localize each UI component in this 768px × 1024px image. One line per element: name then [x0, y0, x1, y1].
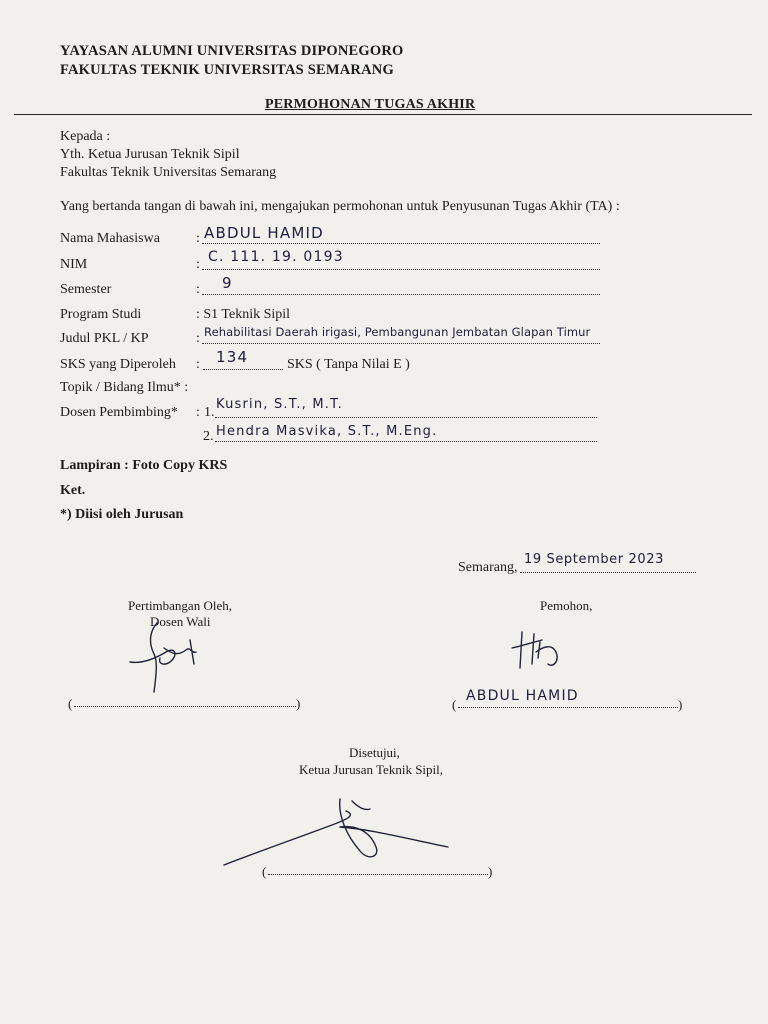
- date-prefix: Semarang,: [458, 560, 518, 575]
- addressee-line2: Yth. Ketua Jurusan Teknik Sipil: [60, 147, 240, 162]
- label-dosen: Dosen Pembimbing*: [60, 405, 178, 420]
- form-title: PERMOHONAN TUGAS AKHIR: [265, 97, 476, 112]
- right-paren-open: (: [452, 697, 457, 712]
- colon: :: [196, 231, 200, 246]
- label-judul: Judul PKL / KP: [60, 331, 149, 346]
- pemohon-name: ABDUL HAMID: [466, 688, 579, 704]
- label-semester: Semester: [60, 282, 112, 297]
- value-nama: ABDUL HAMID: [204, 224, 324, 242]
- colon: :: [196, 257, 200, 272]
- value-dosen-2: Hendra Masvika, S.T., M.Eng.: [216, 424, 438, 439]
- intro-text: Yang bertanda tangan di bawah ini, mengajukan permohonan untuk Penyusunan Tugas Akhir (TA) :: [60, 199, 620, 214]
- fill-line-semester: [202, 294, 600, 295]
- date-value: 19 September 2023: [524, 552, 664, 567]
- right-paren-close: ): [678, 697, 683, 712]
- left-sign-role: Dosen Wali: [150, 614, 211, 629]
- bottom-sign-title: Disetujui,: [349, 745, 400, 760]
- fill-line-bottom-sign: [268, 874, 488, 875]
- dosen-num-2: 2.: [203, 429, 214, 444]
- kajur-signature: [220, 795, 460, 870]
- institution-name: YAYASAN ALUMNI UNIVERSITAS DIPONEGORO: [60, 43, 404, 59]
- fill-line-left-sign: [74, 706, 296, 707]
- fill-line-right-sign: [458, 707, 678, 708]
- left-sign-title: Pertimbangan Oleh,: [128, 598, 232, 613]
- fill-line-nim: [202, 269, 600, 270]
- fill-line-nama: [202, 243, 600, 244]
- right-sign-title: Pemohon,: [540, 598, 593, 613]
- left-paren-close: ): [296, 696, 301, 711]
- label-nim: NIM: [60, 257, 88, 272]
- header-rule: [14, 114, 752, 115]
- faculty-name: FAKULTAS TEKNIK UNIVERSITAS SEMARANG: [60, 62, 394, 78]
- label-program: Program Studi: [60, 307, 142, 322]
- colon: :: [196, 357, 200, 372]
- fill-line-dosen-1: [215, 417, 597, 418]
- attachment-note: Lampiran : Foto Copy KRS: [60, 458, 228, 473]
- left-paren-open: (: [68, 696, 73, 711]
- value-semester: 9: [222, 274, 233, 292]
- value-sks: 134: [216, 348, 249, 366]
- bottom-sign-role: Ketua Jurusan Teknik Sipil,: [299, 762, 444, 777]
- footnote: *) Diisi oleh Jurusan: [60, 507, 184, 522]
- label-sks: SKS yang Diperoleh: [60, 357, 176, 372]
- dosen-wali-signature: [120, 618, 210, 698]
- ket-label: Ket.: [60, 483, 86, 498]
- value-nim: C. 111. 19. 0193: [208, 249, 344, 265]
- fill-line-dosen-2: [215, 441, 597, 442]
- sks-suffix: SKS ( Tanpa Nilai E ): [287, 357, 410, 372]
- dosen-num-1: 1.: [204, 405, 215, 420]
- colon: :: [196, 282, 200, 297]
- addressee-line1: Kepada :: [60, 129, 111, 144]
- pemohon-signature: [508, 628, 568, 678]
- fill-line-sks: [203, 369, 283, 370]
- fill-line-judul: [202, 343, 600, 344]
- colon: :: [196, 331, 200, 346]
- bottom-paren-open: (: [262, 864, 267, 879]
- label-nama: Nama Mahasiswa: [60, 231, 160, 246]
- bottom-paren-close: ): [488, 864, 493, 879]
- fill-line-date: [520, 572, 696, 573]
- label-topik: Topik / Bidang Ilmu* :: [60, 380, 189, 395]
- addressee-line3: Fakultas Teknik Universitas Semarang: [60, 165, 277, 180]
- value-dosen-1: Kusrin, S.T., M.T.: [216, 397, 344, 412]
- colon: :: [196, 405, 200, 420]
- value-judul: Rehabilitasi Daerah irigasi, Pembangunan Jembatan Glapan Timur: [204, 325, 591, 339]
- value-program: : S1 Teknik Sipil: [196, 307, 291, 322]
